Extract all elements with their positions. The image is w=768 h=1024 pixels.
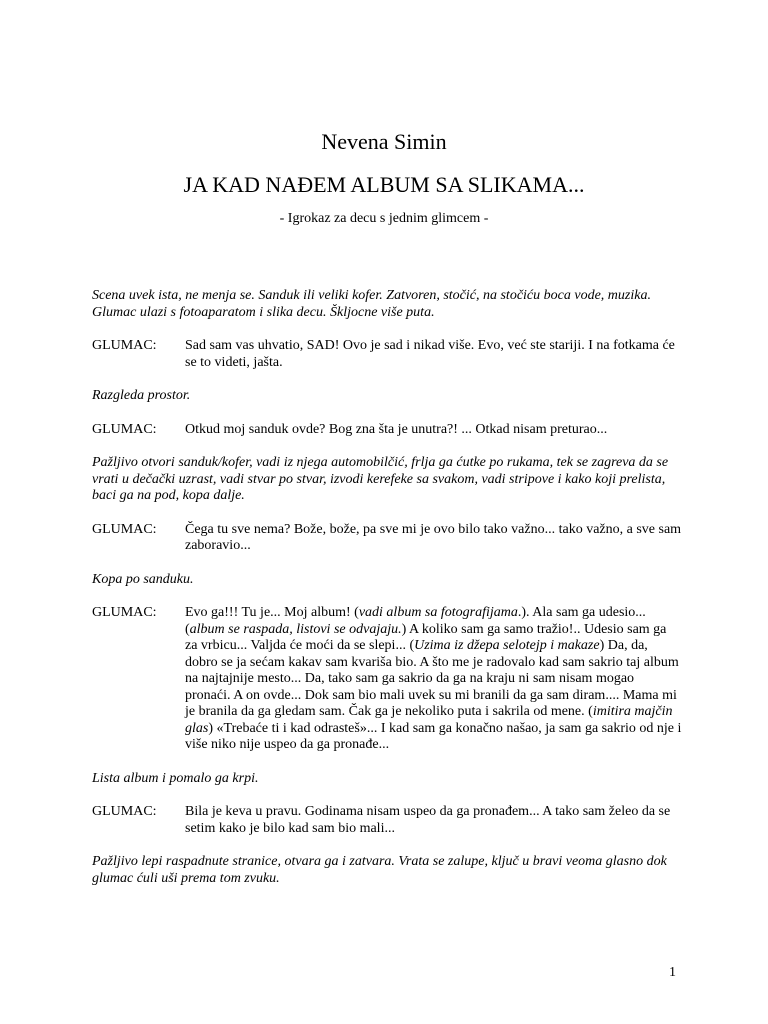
author-name: Nevena Simin	[321, 129, 447, 154]
play-title: JA KAD NAĐEM ALBUM SA SLIKAMA...	[183, 172, 585, 197]
dialog-text	[185, 338, 682, 371]
stage-direction-line: Kopa po sanduku.	[92, 571, 194, 587]
stage-direction-line: Pažljivo lepi raspadnute stranice, otvara ga i zatvara. Vrata se zalupe, ključ u bravi veoma glasno dok glumac ćuli uši prema tom zvuku.	[92, 854, 667, 886]
stage-direction	[92, 388, 682, 405]
speaker-name: GLUMAC:	[92, 605, 157, 620]
inline-stage-direction: Uzima iz džepa selotejp i makaze	[414, 638, 600, 653]
script-body	[92, 288, 682, 904]
dialog-segment: .). Ala sam ga udesio... (	[185, 605, 646, 637]
stage-direction-line: Glumac ulazi s fotoaparatom i slika decu. Škljocne više puta.	[92, 304, 435, 320]
stage-direction	[92, 854, 682, 887]
dialog-text	[185, 522, 682, 555]
stage-direction-line: Scena uvek ista, ne menja se. Sanduk ili veliki kofer. Zatvoren, stočić, na stočiću boca vode, muzika.	[92, 288, 651, 303]
dialog-segment: Sad sam vas uhvatio, SAD! Ovo je sad i nikad više. Evo, već ste stariji. I na fotkama će se to videti, jašta.	[185, 338, 675, 370]
dialog-text	[185, 422, 682, 439]
speaker-name: GLUMAC:	[92, 804, 157, 819]
speaker-name: GLUMAC:	[92, 421, 157, 437]
stage-direction	[92, 771, 682, 788]
speaker-name: GLUMAC:	[92, 521, 157, 537]
stage-direction-line: Razgleda prostor.	[92, 388, 191, 403]
stage-direction-line: Pažljivo otvori sanduk/kofer, vadi iz njega automobilčić, frlja ga ćutke po rukama, tek se zagreva da se vrati u dečački uzrast, vadi stvar po stvar, izvodi kerefeke sa svakom, vadi stripove i kako koji prelista, baci ga na pod, kopa dalje.	[92, 455, 669, 503]
stage-direction	[92, 572, 682, 589]
dialog-segment: ) Da, da, dobro se ja sećam kakav sam kvariša bio. A što me je radovalo kad sam sakrio taj album na najtajnije mesto... Da, tako sam ga sakrio da ga na kraju ni sam nisam mogao pronaći. A on ovde... Dok sam bio mali uvek su mi branili da ga sam diram.... Mama mi je branila da ga gledam sam. Čak ga je nekoliko puta i sakrila od mene. (	[185, 638, 679, 719]
stage-direction-line: Lista album i pomalo ga krpi.	[92, 770, 259, 786]
dialog-segment: Bila je keva u pravu. Godinama nisam uspeo da ga pronađem... A tako sam želeo da se setim kako je bilo kad sam bio mali...	[185, 804, 671, 836]
stage-direction	[92, 455, 682, 505]
dialog-block	[92, 338, 682, 371]
dialog-segment: Otkud moj sanduk ovde? Bog zna šta je unutra?! ... Otkad nisam preturao...	[185, 421, 608, 437]
inline-stage-direction: album se raspada, listovi se odvajaju.	[189, 621, 402, 637]
speaker-name: GLUMAC:	[92, 338, 157, 353]
dialog-block	[92, 804, 682, 837]
dialog-block	[92, 522, 682, 555]
stage-direction	[92, 288, 682, 321]
dialog-segment: Čega tu sve nema? Bože, bože, pa sve mi je ovo bilo tako važno... tako važno, a sve sam zaboravio...	[185, 521, 682, 553]
dialog-block	[92, 605, 682, 754]
dialog-block	[92, 422, 682, 439]
dialog-segment: ) «Trebaće ti i kad odrasteš»... I kad sam ga konačno našao, ja sam ga sakrio od nje i više niko nije uspeo da ga pronađe...	[185, 720, 682, 752]
page-number: 1	[669, 965, 676, 980]
dialog-segment: ) A koliko sam ga samo tražio!.. Udesio sam ga za vrbicu... Valjda će moći da se slepi... (	[185, 621, 667, 653]
play-subtitle: - Igrokaz za decu s jednim glimcem -	[279, 211, 489, 226]
inline-stage-direction: vadi album sa fotografijama	[358, 605, 518, 620]
inline-stage-direction: imitira majčin glas	[185, 704, 673, 736]
dialog-segment: Evo ga!!! Tu je... Moj album! (	[185, 605, 359, 620]
dialog-text	[185, 804, 682, 837]
dialog-text	[185, 605, 682, 754]
